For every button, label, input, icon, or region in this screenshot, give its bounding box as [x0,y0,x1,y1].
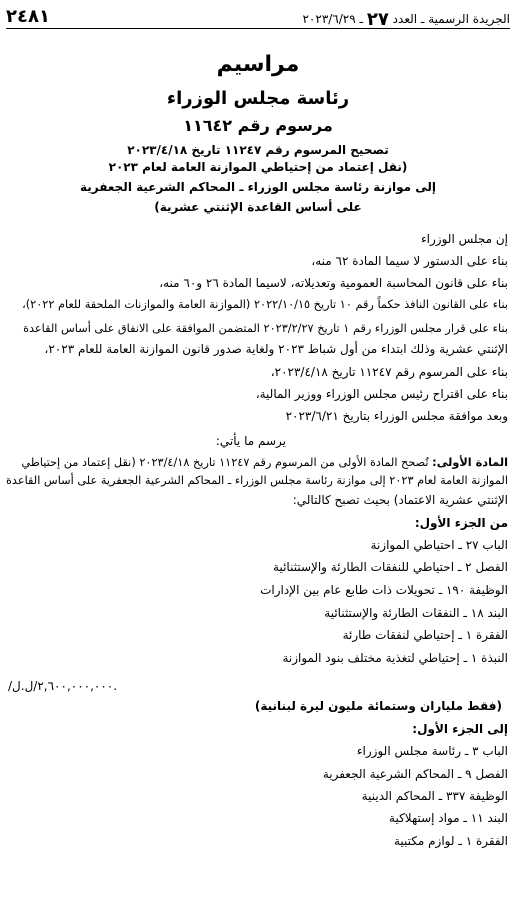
body-line: الإثنتي عشرية الاعتماد) بحيث تصبح كالتالي: [292,493,508,507]
article-one-line [8,456,508,469]
issue-number: ٢٧ [366,9,389,30]
body-line: بناء على قانون المحاسبة العمومية وتعديلاته، لاسيما المادة ٢٦ و٦٠ منه، [159,276,508,290]
body-line: بناء على قرار مجلس الوزراء رقم ١ تاريخ ٢٠٢٣/٢/٢٧ المتضمن الموافقة على الانفاق على أساس القاعدة [23,322,508,335]
header-title [302,9,510,30]
issue-date: ـ ٢٠٢٣/٦/٢٩ [302,12,364,26]
article-one-text: تُصحح المادة الأولى من المرسوم رقم ١١٢٤٧ تاريخ ٢٠٢٣/٤/١٨ (نقل إعتماد من إحتياطي [21,456,433,469]
decree-phrase: يرسم ما يأتي: [215,434,286,448]
body-line: وبعد موافقة مجلس الوزراء بتاريخ ٢٠٢٣/٦/٢١ [285,409,508,423]
to-budget-title: إلى موازنة رئاسة مجلس الوزراء ـ المحاكم الشرعية الجعفرية [80,180,436,194]
authority-title: رئاسة مجلس الوزراء [166,88,350,109]
from-part-heading: من الجزء الأول: [414,516,508,530]
body-line: الموازنة العامة لعام ٢٠٢٣ إلى موازنة رئاسة مجلس الوزراء ـ المحاكم الشرعية الجعفرية على أساس القاعدة [6,474,508,487]
article-one-label: المادة الأولى: [432,456,508,469]
gazette-name: الجريدة الرسمية ـ العدد [392,12,510,26]
budget-line: الباب ٢٧ ـ احتياطي الموازنة [370,538,508,552]
page-header [6,6,510,29]
transfer-title: (نقل إعتماد من إحتياطي الموازنة العامة لعام ٢٠٢٣ [108,160,408,174]
amount-value: /٢,٦٠٠,٠٠٠,٠٠٠/ل.ل. [8,679,118,693]
body-line: بناء على القانون النافذ حكماً رقم ١٠ تاريخ ٢٠٢٢/١٠/١٥ (الموازنة العامة والموازنات الملحقة للعام ٢٠٢٢)، [22,298,508,311]
basis-title: على أساس القاعدة الإثنتي عشرية) [154,200,362,214]
budget-line: الوظيفة ٣٣٧ ـ المحاكم الدينية [361,789,508,803]
to-part-heading: إلى الجزء الأول: [412,722,508,736]
budget-line: البند ١١ ـ مواد إستهلاكية [389,811,508,825]
body-line: بناء على اقتراح رئيس مجلس الوزراء ووزير المالية، [255,387,508,401]
body-line: الإثنتي عشرية وذلك ابتداء من أول شباط ٢٠٢٣ ولغاية صدور قانون الموازنة العامة للعام ٢٠٢٣، [44,342,508,356]
amount-in-words: (فقط ملياران وستمائة مليون ليرة لبنانية) [254,699,502,713]
correction-title: تصحيح المرسوم رقم ١١٢٤٧ تاريخ ٢٠٢٣/٤/١٨ [127,143,389,157]
budget-line: الفصل ٢ ـ احتياطي للنفقات الطارئة والإستثنائية [273,560,508,574]
budget-line: الفصل ٩ ـ المحاكم الشرعية الجعفرية [322,767,508,781]
budget-line: الفقرة ١ ـ إحتياطي لنفقات طارئة [342,628,508,642]
section-title: مراسيم [216,52,300,77]
body-line: بناء على الدستور لا سيما المادة ٦٢ منه، [311,254,508,268]
budget-line: الباب ٣ ـ رئاسة مجلس الوزراء [356,744,508,758]
budget-line: الفقرة ١ ـ لوازم مكتبية [393,834,508,848]
decree-number: مرسوم رقم ١١٦٤٢ [183,116,333,135]
body-line: إن مجلس الوزراء [421,232,508,246]
budget-line: الوظيفة ١٩٠ ـ تحويلات ذات طابع عام بين الإدارات [260,583,508,597]
body-line: بناء على المرسوم رقم ١١٢٤٧ تاريخ ٢٠٢٣/٤/١٨، [270,365,508,379]
budget-line: النبذة ١ ـ إحتياطي لتغذية مختلف بنود الموازنة [282,651,508,665]
page-number: ٢٤٨١ [6,6,50,27]
budget-line: البند ١٨ ـ النفقات الطارئة والإستثنائية [324,606,508,620]
